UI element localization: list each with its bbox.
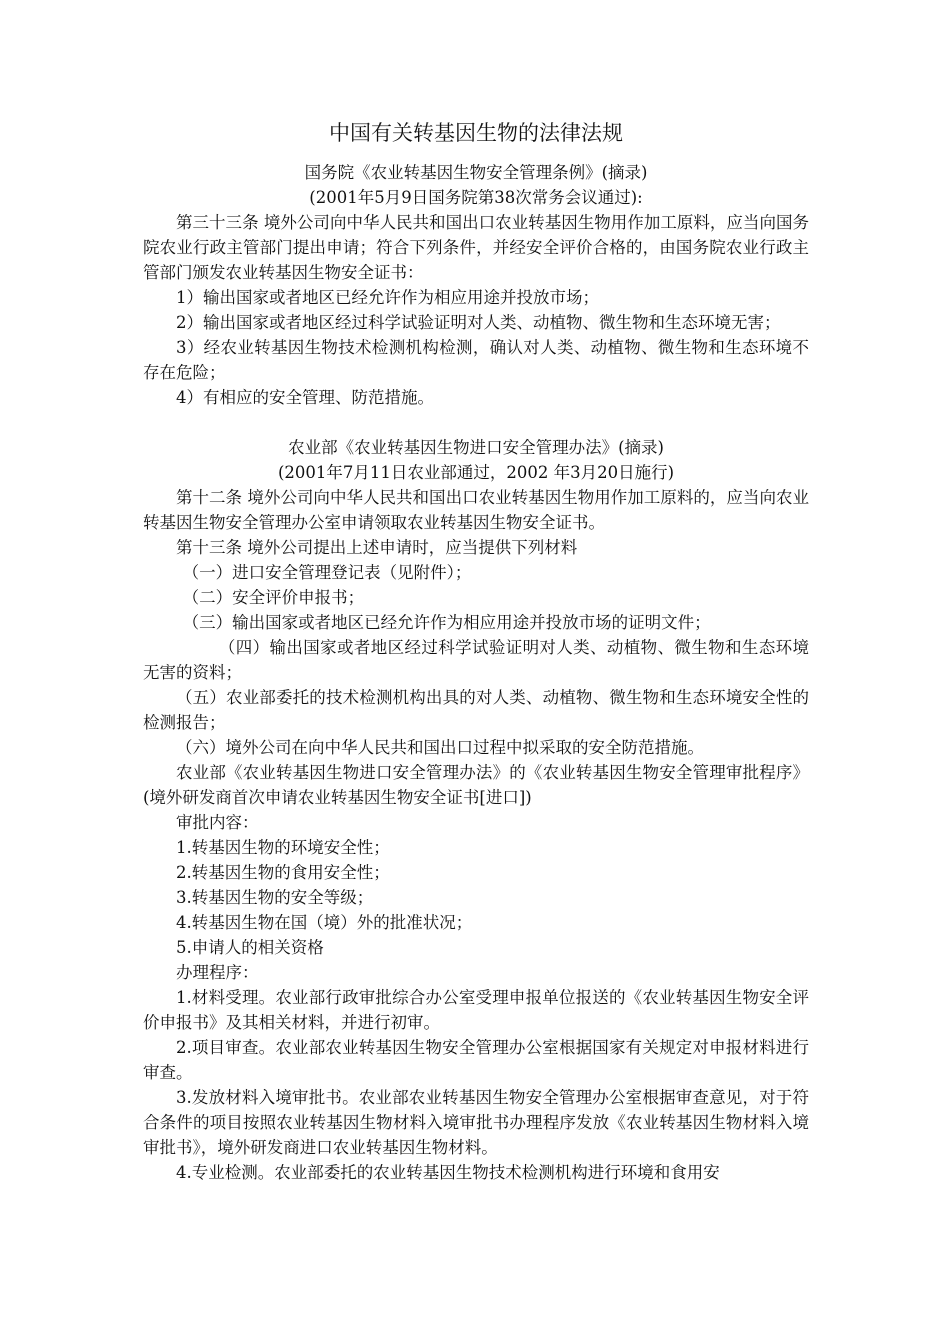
article-12: 第十二条 境外公司向中华人民共和国出口农业转基因生物用作加工原料的，应当向农业转基因生物安全管理办公室申请领取农业转基因生物安全证书。 (143, 488, 809, 532)
material-item-4: （四）输出国家或者地区经过科学试验证明对人类、动植物、微生物和生态环境无害的资料； (143, 638, 809, 682)
review-label: 审批内容： (176, 813, 259, 832)
section1-subheading: (2001年5月9日国务院第38次常务会议通过): (309, 188, 643, 207)
article-33-item-2: 2）输出国家或者地区经过科学试验证明对人类、动植物、微生物和生态环境无害； (176, 313, 781, 332)
article-13: 第十三条 境外公司提出上述申请时，应当提供下列材料 (176, 538, 578, 557)
article-33-item-1: 1）输出国家或者地区已经允许作为相应用途并投放市场； (176, 288, 599, 307)
review-item-5: 5.申请人的相关资格 (176, 938, 324, 957)
review-item-2: 2.转基因生物的食用安全性； (176, 863, 390, 882)
material-item-2: （二）安全评价申报书； (182, 588, 365, 607)
document-title: 中国有关转基因生物的法律法规 (329, 121, 623, 145)
material-item-1: （一）进口安全管理登记表（见附件）； (182, 563, 472, 582)
process-item-2: 2.项目审查。农业部农业转基因生物安全管理办公室根据国家有关规定对申报材料进行审查。 (143, 1038, 809, 1082)
review-item-1: 1.转基因生物的环境安全性； (176, 838, 390, 857)
procedure-intro: 农业部《农业转基因生物进口安全管理办法》的《农业转基因生物安全管理审批程序》 (境外研发商首次申请农业转基因生物安全证书[进口]) (143, 763, 809, 807)
material-item-6: （六）境外公司在向中华人民共和国出口过程中拟采取的安全防范措施。 (176, 738, 704, 757)
review-item-3: 3.转基因生物的安全等级； (176, 888, 374, 907)
document-page (143, 118, 809, 1185)
section-spacer (143, 410, 809, 435)
section2-subheading: (2001年7月11日农业部通过，2002 年3月20日施行) (277, 463, 675, 482)
review-item-4: 4.转基因生物在国（境）外的批准状况； (176, 913, 473, 932)
process-item-1: 1.材料受理。农业部行政审批综合办公室受理申报单位报送的《农业转基因生物安全评价申报书》及其相关材料，并进行初审。 (143, 988, 809, 1032)
article-33: 第三十三条 境外公司向中华人民共和国出口农业转基因生物用作加工原料，应当向国务院农业行政主管部门提出申请；符合下列条件，并经安全评价合格的，由国务院农业行政主管部门颁发农业转基因生物安全证书： (143, 213, 809, 282)
material-item-3: （三）输出国家或者地区已经允许作为相应用途并投放市场的证明文件； (182, 613, 711, 632)
section1-heading: 国务院《农业转基因生物安全管理条例》(摘录) (304, 163, 648, 182)
article-33-item-3: 3）经农业转基因生物技术检测机构检测，确认对人类、动植物、微生物和生态环境不存在危险； (143, 338, 809, 382)
process-label: 办理程序： (176, 963, 259, 982)
section2-heading: 农业部《农业转基因生物进口安全管理办法》(摘录) (288, 438, 664, 457)
process-item-3: 3.发放材料入境审批书。农业部农业转基因生物安全管理办公室根据审查意见，对于符合条件的项目按照农业转基因生物材料入境审批书办理程序发放《农业转基因生物材料入境审批书》，境外研发商进口农业转基因生物材料。 (143, 1088, 809, 1157)
article-33-item-4: 4）有相应的安全管理、防范措施。 (176, 388, 434, 407)
process-item-4: 4.专业检测。农业部委托的农业转基因生物技术检测机构进行环境和食用安 (176, 1163, 720, 1182)
material-item-5: （五）农业部委托的技术检测机构出具的对人类、动植物、微生物和生态环境安全性的检测报告； (143, 688, 809, 732)
